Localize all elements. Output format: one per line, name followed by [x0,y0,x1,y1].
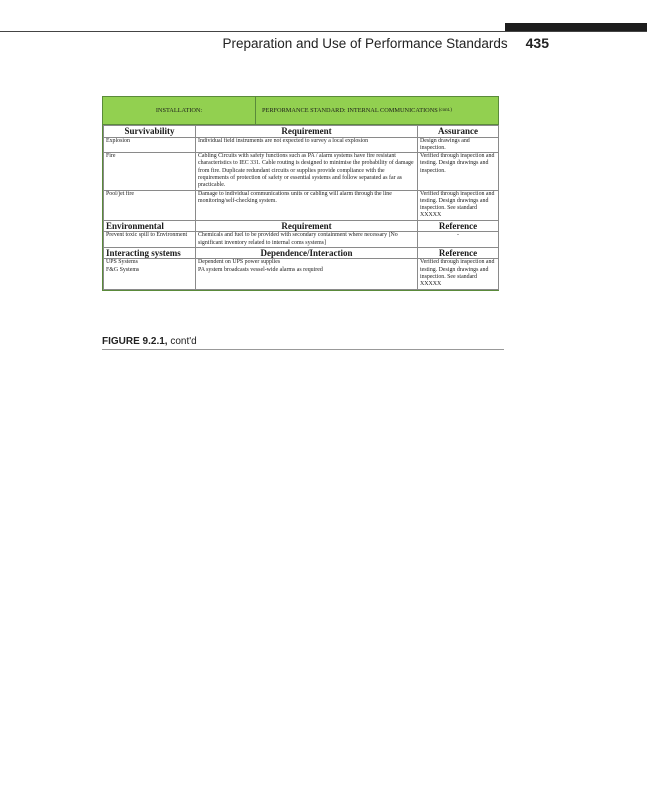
dependence-cell [196,259,418,289]
running-head [0,35,549,51]
caption-rule [102,349,504,350]
requirement-cell: Cabling Circuits with safety functions such as PA / alarm systems have fire resistant characteristics to IEC 331. Cable routing is designed to minimise the probability of damage from fire. Duplicate redundant circuits or supplies provide compliance with the requirements of protection of safety or essential systems and follow separated as far as practicable. [196,153,418,190]
cont-note: (cont.) [438,108,452,113]
requirement-cell: Chemicals and fuel to be provided with secondary containment where necessary [No significant inventory related to internal coms systems] [196,232,418,248]
requirement-cell: Individual field instruments are not expected to survey a local explosion [196,137,418,153]
running-title: Preparation and Use of Performance Standards [222,36,508,51]
performance-standard-label [256,97,452,124]
table-row [104,153,499,190]
assurance-cell: Verified through inspection and testing. Design drawings and inspection. [418,153,499,190]
installation-label: INSTALLATION: [103,97,256,124]
interacting-systems-heading: Interacting systems [104,247,196,259]
assurance-cell: Design drawings and inspection. [418,137,499,153]
survivability-item: Fire [104,153,196,190]
survivability-item: Explosion [104,137,196,153]
interacting-item [104,259,196,289]
interacting-item-ups: UPS Systems [106,259,138,266]
interacting-header-row [104,247,499,259]
assurance-heading: Assurance [418,126,499,138]
survivability-item: Pool/jet fire [104,190,196,220]
environmental-header-row [104,220,499,232]
figure-label: FIGURE 9.2.1, [102,336,168,347]
performance-standard-table [103,125,499,290]
reference-heading: Reference [418,220,499,232]
environmental-item: Prevent toxic spill to Environment [104,232,196,248]
figure-banner [103,97,498,125]
survivability-header-row [104,126,499,138]
reference-cell: Verified through inspection and testing. Design drawings and inspection. See standard XXXXX [418,259,499,289]
reference-cell: - [418,232,499,248]
header-rule [0,31,647,32]
dependence-ups: Dependent on UPS power supplies [198,259,281,266]
assurance-cell: Verified through inspection and testing. Design drawings and inspection. See standard XXXXX [418,190,499,220]
table-row [104,259,499,289]
survivability-heading: Survivability [104,126,196,138]
performance-standard-figure [102,96,499,291]
table-row [104,232,499,248]
requirement-heading: Requirement [196,126,418,138]
dependence-fg: PA system broadcasts vessel-wide alarms as required [198,266,323,273]
requirement-cell: Damage to individual communications units or cabling will alarm through the line monitoring/self-checking system. [196,190,418,220]
environmental-heading: Environmental [104,220,196,232]
reference-heading: Reference [418,247,499,259]
page-number: 435 [525,35,549,51]
table-row [104,190,499,220]
interacting-item-fg: F&G Systems [106,266,140,273]
dependence-heading: Dependence/Interaction [196,247,418,259]
figure-caption [102,336,504,347]
figure-caption-text: cont'd [167,336,197,347]
table-row [104,137,499,153]
performance-standard-text: PERFORMANCE STANDARD: INTERNAL COMMUNICATIONS [262,107,438,114]
requirement-heading: Requirement [196,220,418,232]
